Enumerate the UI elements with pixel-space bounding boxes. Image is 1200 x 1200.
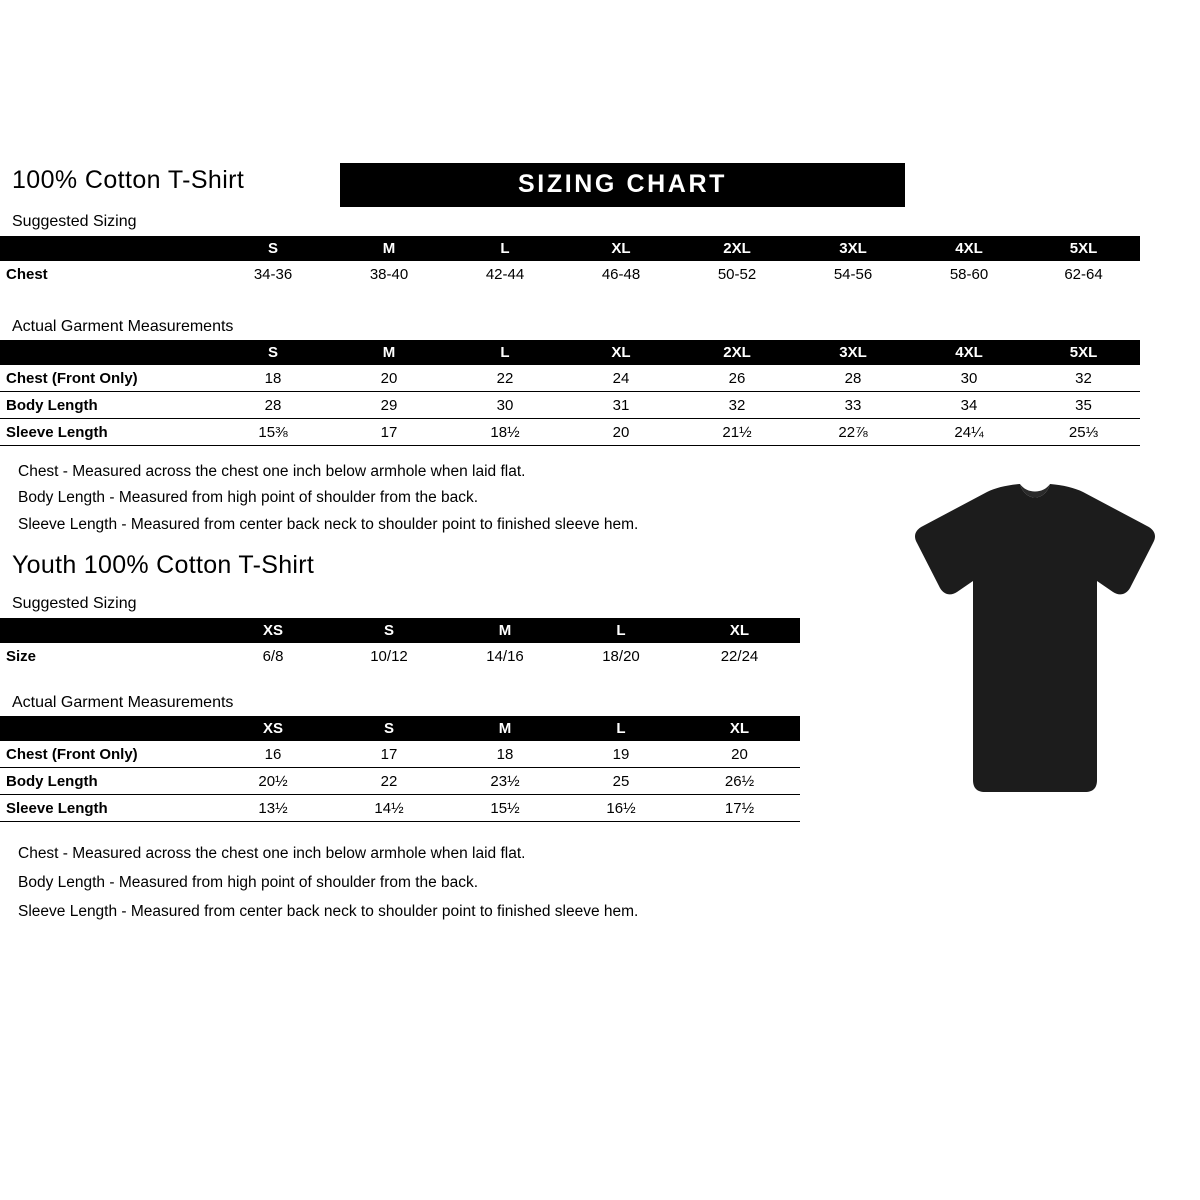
- youth-actual-cell: 14½: [374, 799, 404, 817]
- youth-suggested-cell: 6/8: [262, 647, 284, 665]
- adult-suggested-sizing-table: [0, 236, 1140, 287]
- youth-suggested-cell: 14/16: [486, 647, 524, 665]
- adult-actual-col-header: 4XL: [911, 340, 1027, 365]
- adult-actual-cell: 17: [380, 423, 398, 441]
- youth-actual-cell: 13½: [258, 799, 288, 817]
- youth-suggested-cell: 10/12: [370, 647, 408, 665]
- adult-actual-row-label: Sleeve Length: [6, 423, 108, 441]
- youth-actual-cell: 20: [731, 745, 748, 763]
- t-shirt-illustration: [885, 480, 1185, 810]
- adult-shirt-title: 100% Cotton T-Shirt: [12, 166, 245, 194]
- youth-suggested-col-header: S: [331, 618, 447, 643]
- adult-suggested-cell: 50-52: [717, 265, 757, 283]
- adult-actual-col-header: 2XL: [679, 340, 795, 365]
- adult-actual-cell: 25⅓: [1068, 423, 1099, 441]
- table-row: [0, 795, 800, 822]
- table-row: [0, 261, 1140, 287]
- youth-actual-cell: 23½: [490, 772, 520, 790]
- table-row: [0, 768, 800, 795]
- adult-suggested-cell: 34-36: [253, 265, 293, 283]
- youth-suggested-col-header: XL: [679, 618, 800, 643]
- adult-suggested-col-header: M: [331, 236, 447, 261]
- youth-actual-row-label: Sleeve Length: [6, 799, 108, 817]
- adult-suggested-sizing-label: Suggested Sizing: [12, 213, 137, 230]
- adult-actual-cell: 29: [380, 396, 398, 414]
- adult-suggested-col-header: [0, 236, 215, 261]
- adult-suggested-col-header: 4XL: [911, 236, 1027, 261]
- youth-actual-col-header: M: [447, 716, 563, 741]
- youth-actual-cell: 16: [264, 745, 282, 763]
- sizing-chart-banner-label: SIZING CHART: [518, 170, 727, 198]
- youth-actual-row-label: Chest (Front Only): [6, 745, 138, 763]
- youth-actual-col-header: [0, 716, 215, 741]
- youth-actual-cell: 19: [612, 745, 630, 763]
- youth-suggested-col-header: XS: [215, 618, 331, 643]
- youth-actual-cell: 16½: [606, 799, 636, 817]
- youth-actual-cell: 17: [380, 745, 398, 763]
- adult-actual-cell: 21½: [722, 423, 752, 441]
- youth-shirt-title: Youth 100% Cotton T-Shirt: [12, 551, 315, 579]
- adult-note-body-length: Body Length - Measured from high point of shoulder from the back.: [18, 489, 479, 506]
- adult-actual-cell: 24¼: [954, 423, 984, 441]
- youth-actual-measurements-table: [0, 716, 800, 822]
- adult-actual-row-label: Body Length: [6, 396, 98, 414]
- youth-actual-cell: 20½: [258, 772, 288, 790]
- adult-suggested-cell: 42-44: [485, 265, 525, 283]
- table-row: [0, 365, 1140, 392]
- adult-actual-col-header: 3XL: [795, 340, 911, 365]
- youth-actual-row-label: Body Length: [6, 772, 98, 790]
- adult-suggested-cell: 46-48: [601, 265, 641, 283]
- adult-actual-cell: 34: [960, 396, 978, 414]
- adult-actual-cell: 33: [844, 396, 862, 414]
- adult-suggested-col-header: 5XL: [1027, 236, 1140, 261]
- youth-note-sleeve-length: Sleeve Length - Measured from center back neck to shoulder point to finished sleeve hem.: [18, 903, 639, 920]
- adult-actual-cell: 20: [380, 369, 398, 387]
- adult-actual-cell: 28: [844, 369, 862, 387]
- adult-actual-cell: 32: [1075, 369, 1092, 387]
- youth-note-chest: Chest - Measured across the chest one inch below armhole when laid flat.: [18, 845, 526, 862]
- youth-actual-cell: 25: [612, 772, 630, 790]
- youth-suggested-col-header: M: [447, 618, 563, 643]
- youth-actual-col-header: XS: [215, 716, 331, 741]
- adult-suggested-cell: 54-56: [833, 265, 873, 283]
- adult-actual-col-header: 5XL: [1027, 340, 1140, 365]
- youth-actual-col-header: L: [563, 716, 679, 741]
- table-header-row: [0, 716, 800, 741]
- adult-actual-cell: 18½: [490, 423, 520, 441]
- adult-note-chest: Chest - Measured across the chest one inch below armhole when laid flat.: [18, 463, 526, 480]
- adult-actual-col-header: M: [331, 340, 447, 365]
- youth-actual-col-header: S: [331, 716, 447, 741]
- adult-suggested-col-header: 3XL: [795, 236, 911, 261]
- adult-actual-cell: 15⅜: [258, 423, 288, 441]
- youth-actual-cell: 22: [380, 772, 398, 790]
- adult-actual-col-header: XL: [563, 340, 679, 365]
- sizing-chart-banner: [340, 163, 905, 207]
- adult-actual-cell: 26: [728, 369, 746, 387]
- youth-suggested-cell: 18/20: [602, 647, 640, 665]
- adult-suggested-cell: 62-64: [1064, 265, 1103, 283]
- adult-actual-row-label: Chest (Front Only): [6, 369, 138, 387]
- youth-actual-cell: 18: [496, 745, 514, 763]
- t-shirt-icon: [885, 480, 1185, 810]
- adult-actual-cell: 35: [1075, 396, 1092, 414]
- youth-actual-col-header: XL: [679, 716, 800, 741]
- adult-actual-cell: 32: [728, 396, 746, 414]
- table-row: [0, 419, 1140, 446]
- youth-suggested-sizing-table: [0, 618, 800, 669]
- youth-suggested-sizing-label: Suggested Sizing: [12, 595, 137, 612]
- adult-suggested-col-header: S: [215, 236, 331, 261]
- adult-suggested-col-header: 2XL: [679, 236, 795, 261]
- youth-actual-cell: 17½: [724, 799, 755, 817]
- adult-actual-col-header: [0, 340, 215, 365]
- youth-actual-cell: 26½: [724, 772, 755, 790]
- adult-actual-cell: 31: [612, 396, 630, 414]
- table-row: [0, 741, 800, 768]
- adult-actual-measurements-table: [0, 340, 1140, 446]
- adult-actual-cell: 30: [496, 396, 514, 414]
- youth-suggested-col-header: [0, 618, 215, 643]
- youth-actual-cell: 15½: [490, 799, 520, 817]
- table-row: [0, 392, 1140, 419]
- adult-actual-measurements-label: Actual Garment Measurements: [12, 318, 234, 335]
- adult-actual-col-header: L: [447, 340, 563, 365]
- youth-suggested-cell: 22/24: [720, 647, 759, 665]
- adult-suggested-cell: 38-40: [369, 265, 409, 283]
- table-header-row: [0, 236, 1140, 261]
- adult-actual-cell: 30: [960, 369, 978, 387]
- adult-actual-cell: 22⅞: [838, 423, 868, 441]
- youth-actual-measurements-label: Actual Garment Measurements: [12, 694, 234, 711]
- adult-actual-cell: 18: [264, 369, 282, 387]
- table-header-row: [0, 340, 1140, 365]
- adult-note-sleeve-length: Sleeve Length - Measured from center back neck to shoulder point to finished sleeve hem.: [18, 516, 639, 533]
- table-row: [0, 643, 800, 669]
- adult-actual-cell: 20: [612, 423, 630, 441]
- youth-suggested-col-header: L: [563, 618, 679, 643]
- youth-note-body-length: Body Length - Measured from high point of shoulder from the back.: [18, 874, 479, 891]
- adult-actual-cell: 28: [264, 396, 282, 414]
- adult-actual-cell: 22: [496, 369, 514, 387]
- adult-suggested-cell: 58-60: [949, 265, 989, 283]
- adult-suggested-col-header: XL: [563, 236, 679, 261]
- adult-suggested-col-header: L: [447, 236, 563, 261]
- youth-suggested-row-label: Size: [6, 647, 37, 665]
- table-header-row: [0, 618, 800, 643]
- adult-actual-cell: 24: [612, 369, 630, 387]
- adult-actual-col-header: S: [215, 340, 331, 365]
- adult-suggested-row-label: Chest: [6, 265, 48, 283]
